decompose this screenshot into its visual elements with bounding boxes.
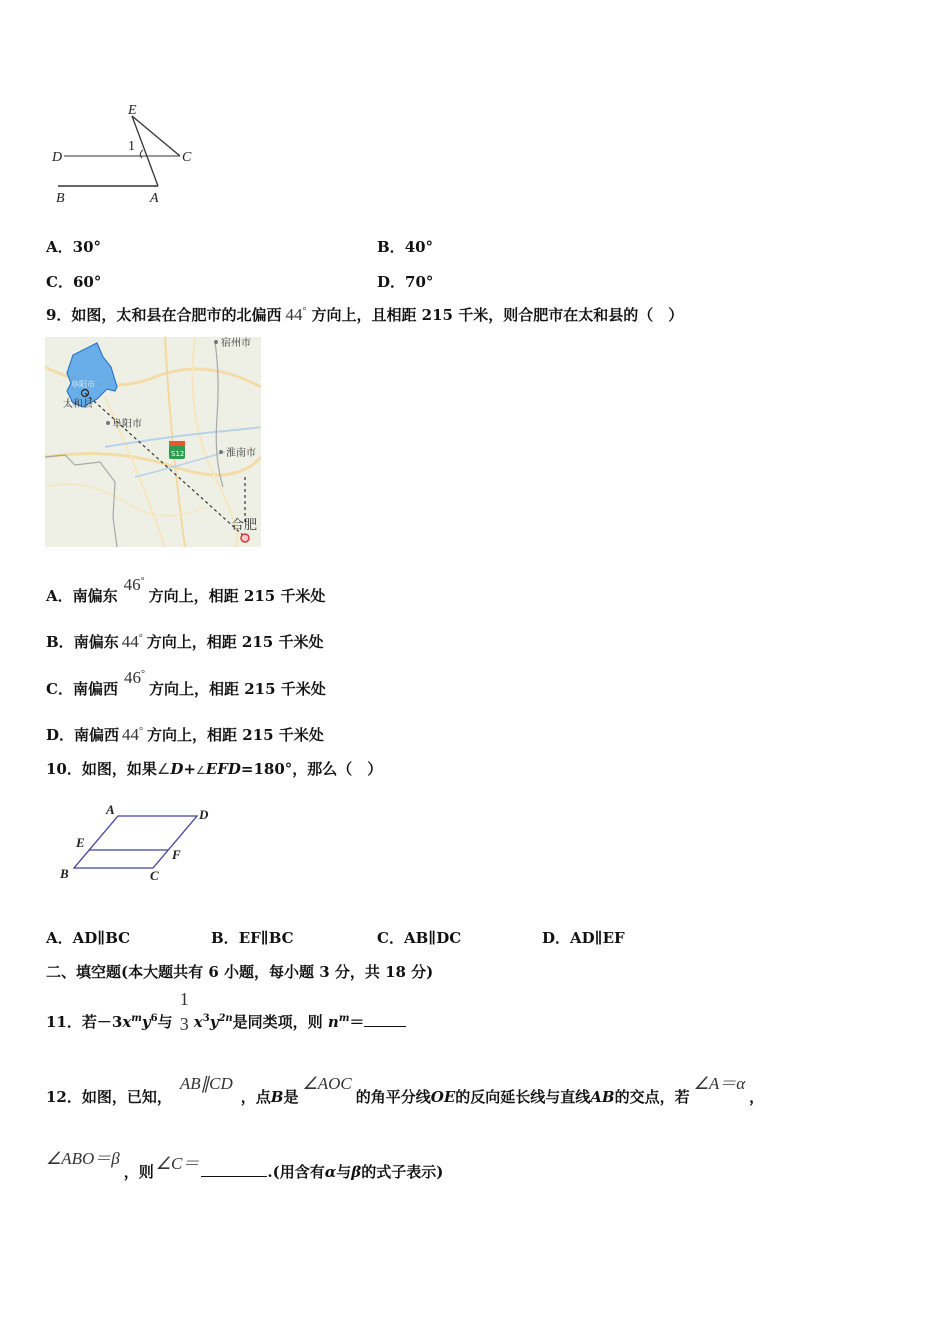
q8-option-b: B．40° bbox=[377, 238, 434, 256]
q9-option-d: D．南偏西 44° 方向上，相距 215 千米处 bbox=[46, 725, 324, 744]
label-a: A bbox=[150, 191, 159, 206]
q9-map bbox=[45, 337, 261, 547]
map-label-suzhou: 宿州市 bbox=[221, 338, 251, 349]
label-c: C bbox=[182, 150, 192, 165]
angle-1-arc bbox=[140, 150, 143, 158]
map-label-fuyang: 阜阳市 bbox=[112, 419, 142, 430]
label-c: C bbox=[150, 868, 159, 883]
label-angle-1: 1 bbox=[128, 139, 135, 154]
label-e: E bbox=[76, 835, 85, 850]
q8-option-a: A．30° bbox=[46, 238, 102, 256]
fraction-1-3: 1 3 bbox=[179, 989, 189, 1034]
q8-option-d: D．70° bbox=[377, 273, 434, 291]
q12-stem-line2: ∠ABO＝β，则 ∠C＝ .(用含有α与β的式子表示) bbox=[46, 1149, 444, 1181]
label-b: B bbox=[56, 191, 65, 206]
q10-option-d: D．AD∥EF bbox=[542, 929, 625, 947]
map-label-taihe: 太和县 bbox=[63, 399, 93, 410]
q10-option-c: C．AB∥DC bbox=[377, 929, 462, 947]
hefei-marker bbox=[241, 534, 249, 542]
q12-answer-blank[interactable] bbox=[201, 1176, 267, 1177]
q10-figure bbox=[52, 800, 222, 886]
map-label-road: S12 bbox=[171, 450, 185, 458]
label-d: D bbox=[199, 807, 209, 822]
label-a: A bbox=[106, 802, 115, 817]
q10-option-a: A．AD∥BC bbox=[46, 929, 131, 947]
q8-option-c: C．60° bbox=[46, 273, 102, 291]
q11-stem: 11．若$-3x^my^6$与 1 3 $x^3y^{2n}$是同类项，则 $n^m=$ bbox=[46, 1011, 406, 1032]
label-b: B bbox=[60, 866, 69, 881]
q12-stem-line1: 12．如图，已知，AB∥CD，点B是∠AOC的角平分线OE的反向延长线与直线AB的交点，若∠A＝α， bbox=[46, 1074, 765, 1106]
label-d: D bbox=[52, 150, 63, 165]
label-f: F bbox=[172, 847, 181, 862]
map-label-huainan: 淮南市 bbox=[226, 448, 256, 459]
label-e: E bbox=[128, 103, 137, 118]
q10-option-b: B．EF∥BC bbox=[211, 929, 294, 947]
q8-figure bbox=[48, 98, 208, 210]
q9-option-c: C．南偏西46°方向上，相距 215 千米处 bbox=[46, 668, 326, 698]
section-2-title: 二、填空题(本大题共有 6 小题，每小题 3 分，共 18 分) bbox=[46, 963, 434, 981]
q9-option-a: A．南偏东46°方向上，相距 215 千米处 bbox=[46, 575, 326, 605]
q11-answer-blank[interactable] bbox=[364, 1026, 406, 1027]
q9-stem: 9．如图，太和县在合肥市的北偏西 44° 方向上，且相距 215 千米，则合肥市在太和县的（ ） bbox=[46, 305, 684, 324]
map-label-fuyang-small: 阜阳市 bbox=[71, 380, 95, 389]
q10-stem: 10．如图，如果∠D+∠EFD=180°，那么（ ） bbox=[46, 760, 383, 778]
map-label-hefei: 合肥 bbox=[231, 518, 258, 533]
q9-option-b: B．南偏东 44° 方向上，相距 215 千米处 bbox=[46, 632, 324, 651]
